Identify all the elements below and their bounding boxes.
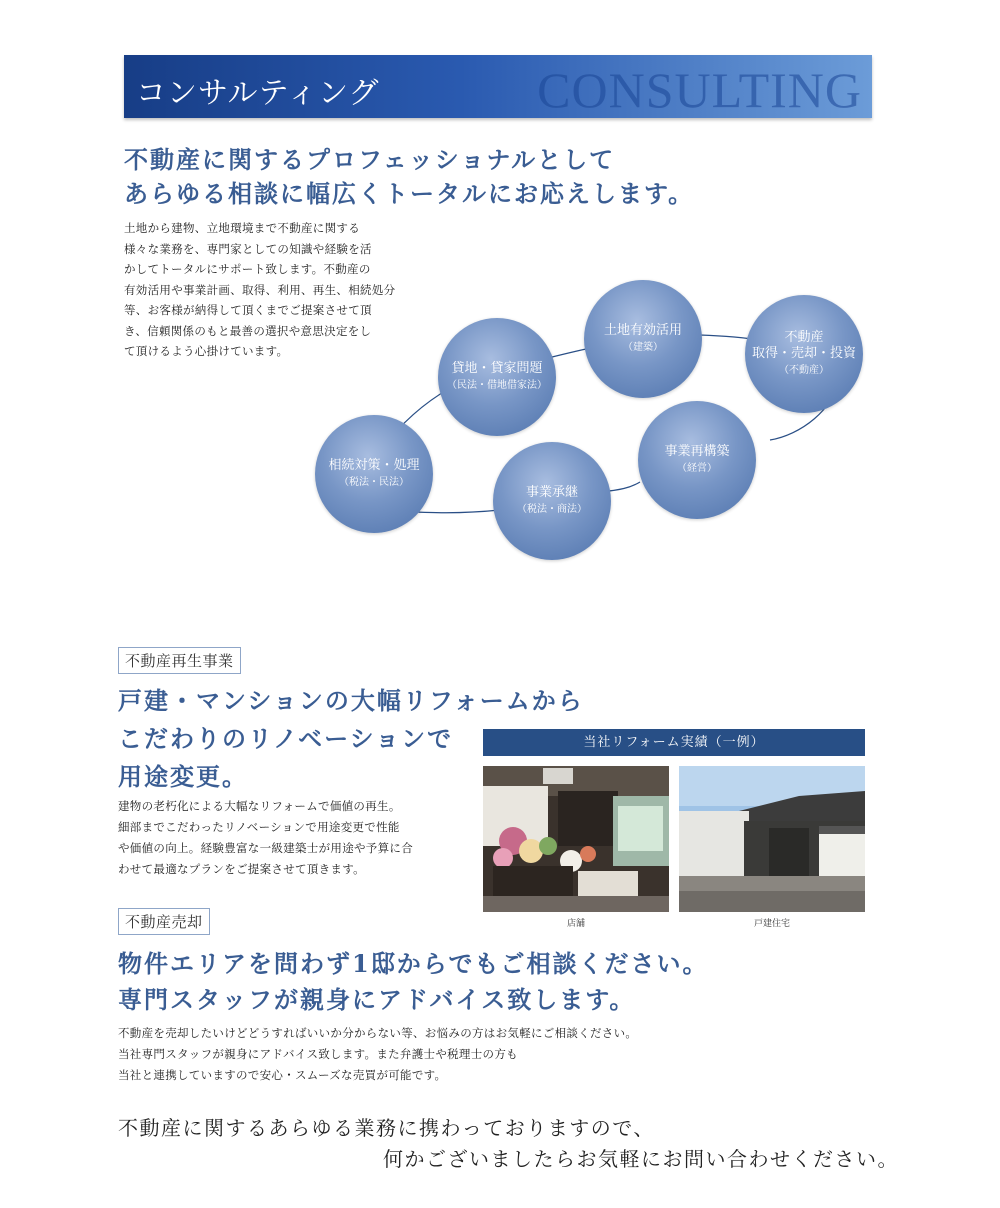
renovation-headline-line2: こだわりのリノベーションで	[118, 724, 454, 753]
sale-headline-line1: 物件エリアを問わず1邸からでもご相談ください。	[118, 949, 709, 978]
sale-headline	[118, 946, 708, 1018]
house-photo-caption: 戸建住宅	[753, 919, 790, 929]
circle-inheritance	[315, 415, 433, 533]
sale-body: 不動産を売却したいけどどうすればいいか分からない等、お悩みの方はお気軽にご相談ください。 当社専門スタッフが親身にアドバイス致します。また弁護士や税理士の方も 当社と連携していますので安心・スムーズな売買が可能です。	[118, 1026, 638, 1082]
consulting-headline-line1: 不動産に関するプロフェッショナルとして	[124, 145, 616, 174]
circle-real-estate-trade	[745, 295, 863, 413]
section-banner	[124, 55, 872, 118]
house-photo	[679, 766, 865, 912]
circle-inheritance-sub: （税法・民法）	[339, 477, 409, 488]
closing-line2: 何かございましたらお気軽にお問い合わせください。	[383, 1147, 899, 1171]
circle-lease-issues	[438, 318, 556, 436]
store-photo-caption: 店舗	[566, 919, 585, 929]
circle-inheritance-title: 相続対策・処理	[328, 458, 420, 473]
store-photo	[483, 766, 669, 912]
sale-tag: 不動産売却	[118, 908, 210, 935]
circle-land-use-title: 土地有効活用	[603, 323, 682, 338]
circle-real-estate-trade-title: 不動産 取得・売却・投資	[751, 330, 856, 361]
banner-title-en: CONSULTING	[537, 62, 862, 118]
circle-succession-title: 事業承継	[525, 485, 578, 500]
renovation-headline-line1: 戸建・マンションの大幅リフォームから	[118, 686, 584, 715]
circle-succession-sub: （税法・商法）	[517, 504, 587, 515]
circle-land-use	[584, 280, 702, 398]
circle-succession	[493, 442, 611, 560]
sale-headline-line2: 専門スタッフが親身にアドバイス致します。	[118, 985, 636, 1014]
banner-title-jp: コンサルティング	[136, 76, 380, 111]
circle-land-use-sub: （建築）	[623, 342, 663, 353]
consulting-diagram	[300, 270, 880, 570]
circle-restructuring-title: 事業再構築	[664, 444, 730, 459]
circle-restructuring	[638, 401, 756, 519]
renovation-body: 建物の老朽化による大幅なリフォームで価値の再生。 細部までこだわったリノベーションで用途変更で性能 や価値の向上。経験豊富な一級建築士が用途や予算に合 わせて最適なプランをご提案させて頂きます。	[118, 799, 413, 876]
photos-title-bar: 当社リフォーム実績（一例）	[483, 729, 865, 756]
circle-real-estate-trade-sub: （不動産）	[779, 365, 829, 376]
circle-restructuring-sub: （経営）	[677, 463, 717, 474]
renovation-tag: 不動産再生事業	[118, 647, 241, 674]
consulting-headline	[124, 143, 694, 211]
circle-lease-issues-title: 貸地・貸家問題	[451, 361, 543, 376]
consulting-headline-line2: あらゆる相談に幅広くトータルにお応えします。	[124, 179, 695, 208]
circle-lease-issues-sub: （民法・借地借家法）	[447, 380, 547, 391]
closing-line1: 不動産に関するあらゆる業務に携わっておりますので、	[118, 1116, 655, 1140]
consulting-body: 土地から建物、立地環境まで不動産に関する 様々な業務を、専門家としての知識や経験を活 かしてトータルにサポート致します。不動産の 有効活用や事業計画、取得、利用、再生、相続処分 等、お客様が納得して頂くまでご提案させて頂 き、信頼関係のもと最善の選択や意思決定をし て頂けるよう心掛けています。	[124, 221, 396, 358]
renovation-headline-line3: 用途変更。	[118, 762, 248, 791]
